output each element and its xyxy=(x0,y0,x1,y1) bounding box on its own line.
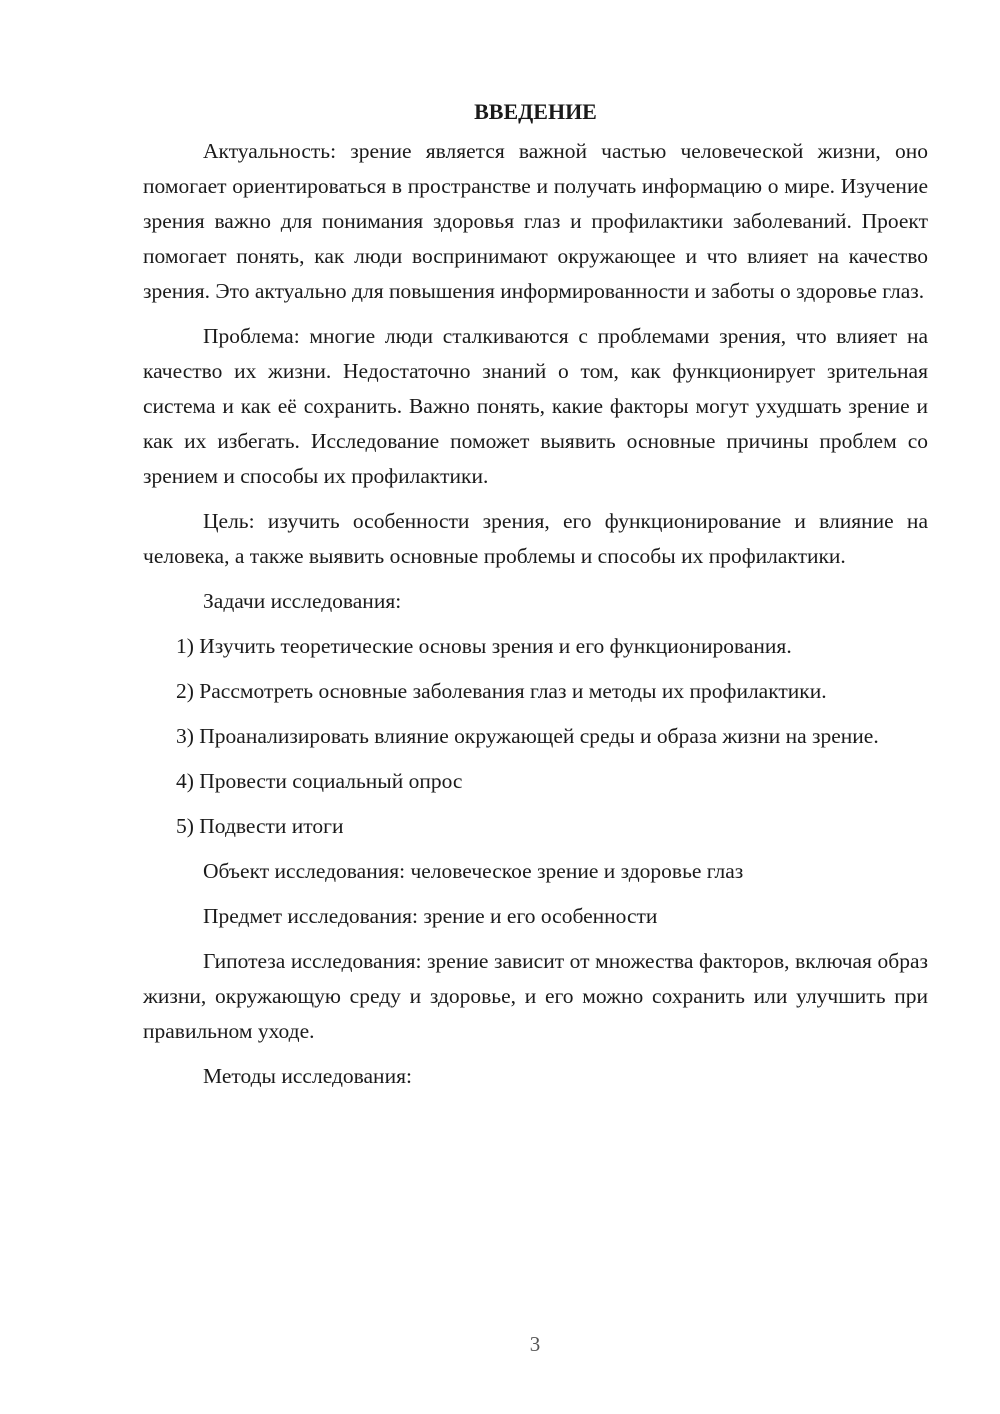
document-page xyxy=(143,94,928,1104)
task-item-4: 4) Провести социальный опрос xyxy=(176,769,463,793)
task-item-5: 5) Подвести итоги xyxy=(176,814,344,838)
tasks-heading: Задачи исследования: xyxy=(203,589,402,613)
goal-paragraph: Цель: изучить особенности зрения, его функционирование и влияние на человека, а также выявить основные проблемы и способы их профилактики. xyxy=(143,509,928,568)
task-item-1: 1) Изучить теоретические основы зрения и его функционирования. xyxy=(176,634,792,658)
page-title: ВВЕДЕНИЕ xyxy=(474,99,597,124)
task-item-3: 3) Проанализировать влияние окружающей среды и образа жизни на зрение. xyxy=(176,724,879,748)
research-methods-heading: Методы исследования: xyxy=(203,1064,412,1088)
relevance-paragraph: Актуальность: зрение является важной частью человеческой жизни, оно помогает ориентироваться в пространстве и получать информацию о мире. Изучение зрения важно для понимания здоровья глаз и профилактики заболеваний. Проект помогает понять, как люди воспринимают окружающее и что влияет на качество зрения. Это актуально для повышения информированности и заботы о здоровье глаз. xyxy=(143,139,928,303)
research-hypothesis: Гипотеза исследования: зрение зависит от множества факторов, включая образ жизни, окружающую среду и здоровье, и его можно сохранить или улучшить при правильном уходе. xyxy=(143,949,928,1043)
task-item-2: 2) Рассмотреть основные заболевания глаз и методы их профилактики. xyxy=(176,679,827,703)
research-subject: Предмет исследования: зрение и его особенности xyxy=(203,904,658,928)
problem-paragraph: Проблема: многие люди сталкиваются с проблемами зрения, что влияет на качество их жизни. Недостаточно знаний о том, как функционирует зрительная система и как её сохранить. Важно понять, какие факторы могут ухудшать зрение и как их избегать. Исследование поможет выявить основные причины проблем со зрением и способы их профилактики. xyxy=(143,324,928,488)
research-object: Объект исследования: человеческое зрение и здоровье глаз xyxy=(203,859,744,883)
page-number: 3 xyxy=(529,1332,541,1356)
